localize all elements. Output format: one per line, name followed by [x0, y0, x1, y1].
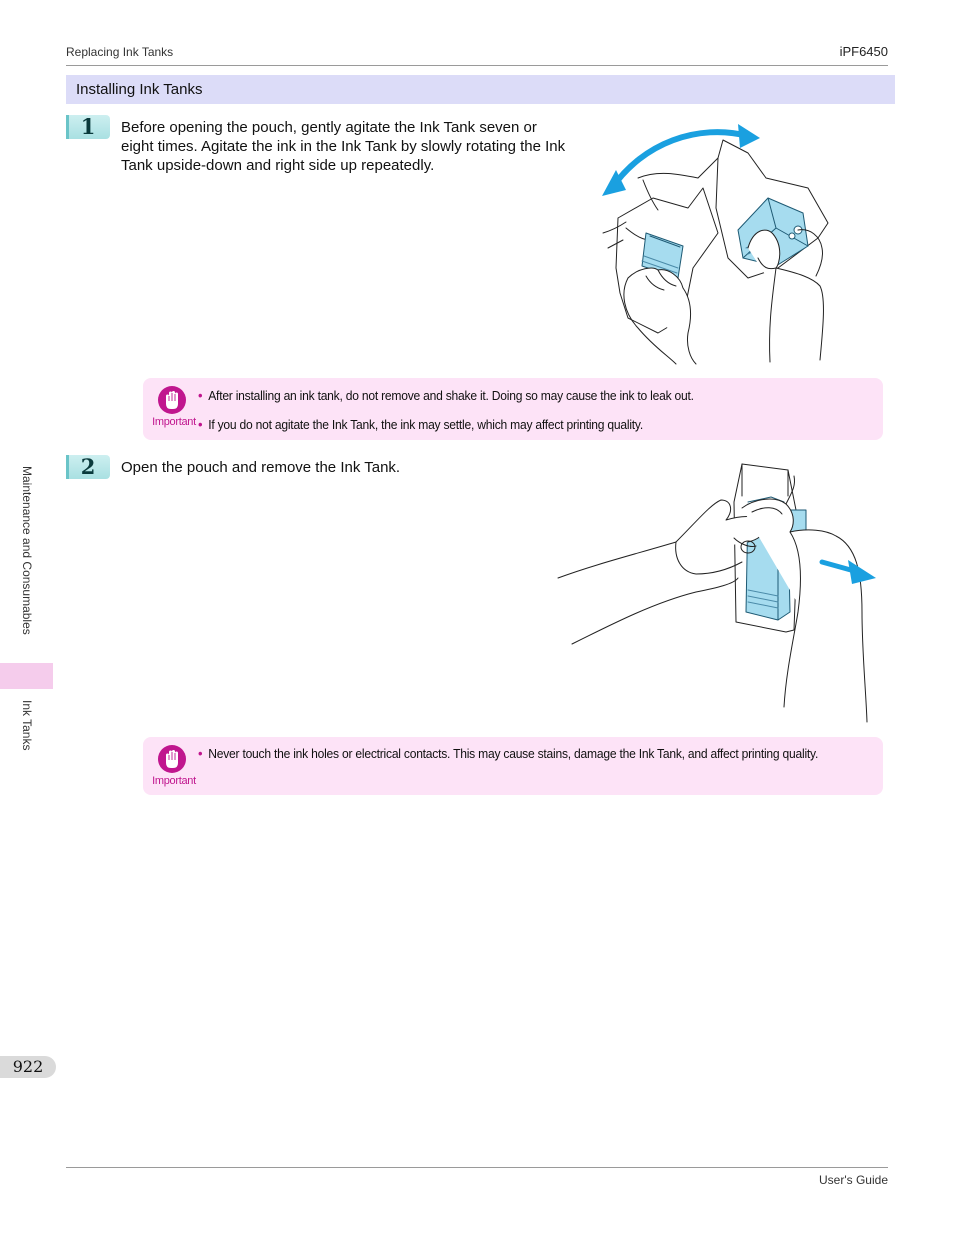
step-2-text	[121, 458, 400, 477]
bullet-icon: •	[198, 387, 203, 403]
step-1-text	[121, 118, 565, 175]
note-1-item: • If you do not agitate the Ink Tank, the ink may settle, which may affect printing quality.	[198, 416, 643, 432]
note-2-item: • Never touch the ink holes or electrical contacts. This may cause stains, damage the Ink Tank, and affect printing quality.	[198, 745, 819, 761]
note-1-list	[198, 386, 871, 434]
step-1-line-2: eight times. Agitate the ink in the Ink Tank by slowly rotating the Ink	[121, 138, 566, 155]
running-header-model: iPF6450	[839, 44, 888, 59]
footer-title: User's Guide	[819, 1173, 888, 1187]
hand-stop-icon	[157, 744, 187, 774]
step-number-2: 2	[66, 455, 110, 479]
page-number: 922	[0, 1056, 56, 1078]
running-header-section: Replacing Ink Tanks	[66, 45, 174, 59]
step-1-line-1: Before opening the pouch, gently agitate the Ink Tank seven or	[121, 119, 537, 136]
important-note-1	[143, 378, 883, 440]
note-1-item: • After installing an ink tank, do not remove and shake it. Doing so may cause the ink to leak out.	[198, 387, 694, 403]
sidebar-chapter-label: Maintenance and Consumables	[20, 466, 34, 635]
step-1-line-3: Tank upside-down and right side up repeatedly.	[121, 157, 435, 174]
important-label: Important	[152, 416, 196, 428]
step-2-line-1: Open the pouch and remove the Ink Tank.	[121, 459, 401, 476]
footer-divider	[66, 1167, 888, 1168]
section-title: Installing Ink Tanks	[66, 75, 895, 104]
hand-stop-icon	[157, 385, 187, 415]
step-number-1: 1	[66, 115, 110, 139]
sidebar-topic-label: Ink Tanks	[20, 700, 34, 751]
important-label: Important	[152, 775, 196, 787]
header-divider	[66, 65, 888, 66]
agitate-ink-tank-illustration	[598, 118, 838, 366]
important-note-2	[143, 737, 883, 795]
bullet-icon: •	[198, 745, 203, 761]
note-2-list	[198, 744, 871, 763]
bullet-icon: •	[198, 416, 203, 432]
remove-ink-tank-illustration	[556, 462, 878, 724]
sidebar-tab-marker	[0, 663, 53, 689]
